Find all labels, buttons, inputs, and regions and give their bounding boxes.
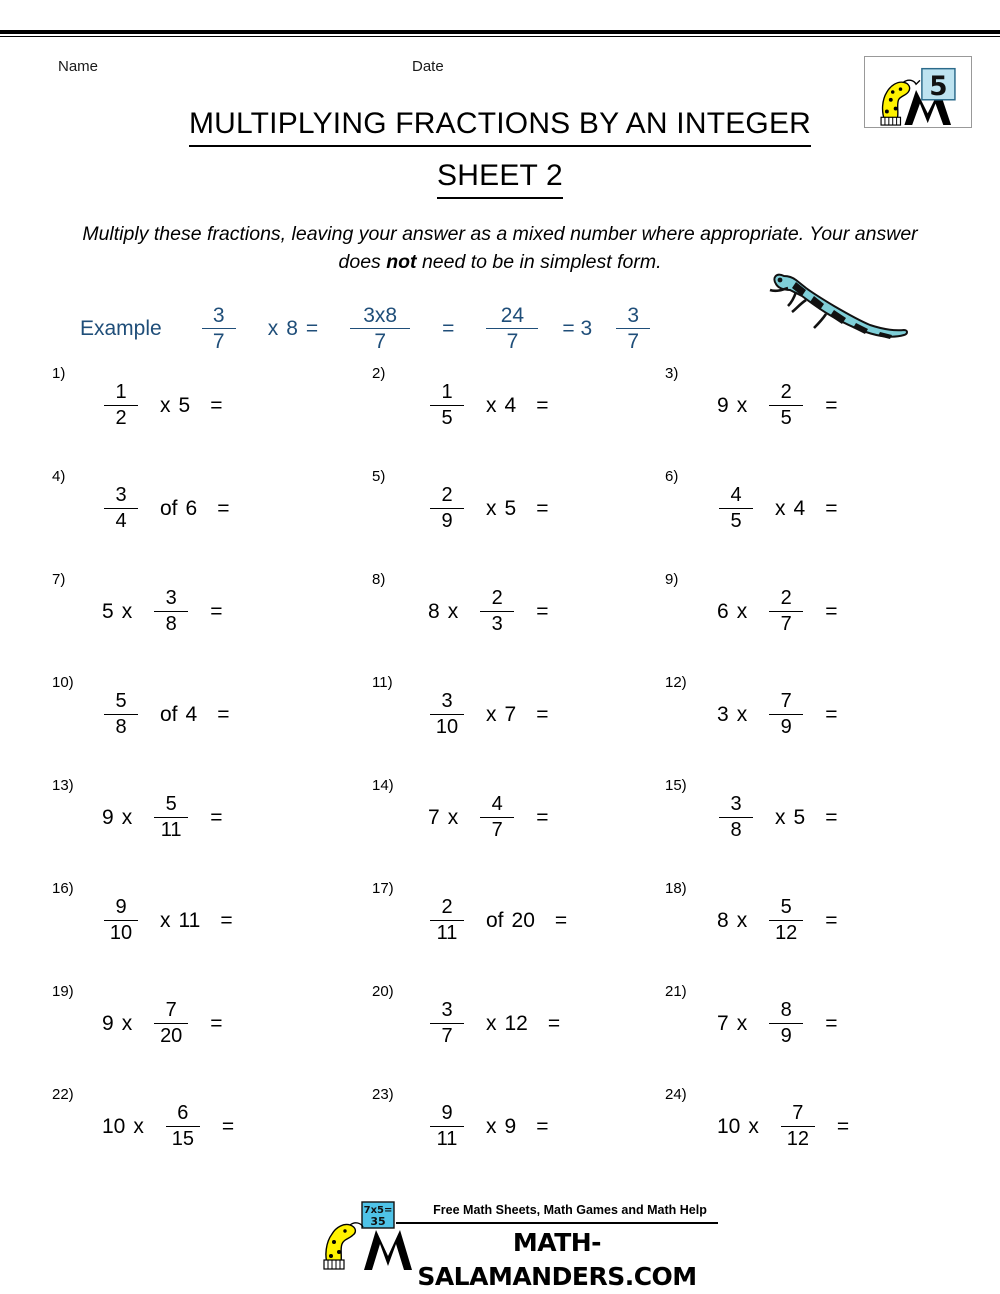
question-operator: x (775, 496, 786, 520)
question-row (0, 774, 1000, 877)
question-integer: 10 (717, 1114, 741, 1138)
question-row (0, 568, 1000, 671)
example-equals-2: = (442, 316, 455, 340)
question-item[interactable] (665, 465, 985, 568)
question-operator: x (133, 1114, 144, 1138)
fraction-numerator: 1 (115, 380, 127, 403)
title-line-1: MULTIPLYING FRACTIONS BY AN INTEGER (189, 104, 811, 147)
fraction-bar (430, 1126, 464, 1127)
question-equals: = (825, 599, 838, 623)
fraction-denominator: 12 (775, 921, 798, 944)
question-operator: x (486, 1114, 497, 1138)
fraction-bar (104, 508, 138, 509)
question-fraction (763, 690, 809, 739)
fraction-bar (430, 714, 464, 715)
question-expression (713, 994, 841, 1052)
question-item[interactable] (372, 568, 672, 671)
example-fraction-3 (480, 304, 544, 353)
question-operator: x (486, 1011, 497, 1035)
question-fraction (474, 587, 520, 636)
fraction-bar (154, 1023, 188, 1024)
example-equals-3-and-whole: = 3 (562, 316, 593, 340)
question-integer: 8 (428, 599, 440, 623)
fraction-numerator: 7 (165, 998, 177, 1021)
question-item[interactable] (52, 465, 357, 568)
question-integer: 6 (717, 599, 729, 623)
question-operator: x (121, 1011, 133, 1035)
fraction-bar (104, 714, 138, 715)
question-operator: x (736, 1011, 748, 1035)
date-label: Date (412, 58, 444, 75)
question-item[interactable] (52, 877, 357, 980)
question-operator: x (160, 908, 171, 932)
question-equals: = (825, 496, 838, 520)
question-item[interactable] (372, 877, 672, 980)
fraction-numerator: 8 (780, 998, 792, 1021)
question-equals: = (825, 805, 838, 829)
fraction-denominator: 8 (730, 818, 742, 841)
example-fraction-3-denominator: 7 (506, 329, 519, 353)
question-expression (98, 1097, 238, 1155)
question-expression (424, 685, 552, 743)
question-number: 7) (52, 571, 66, 588)
fraction-denominator: 11 (160, 818, 182, 841)
footer-board-text-bottom: 35 (370, 1215, 386, 1228)
question-operator: x (736, 599, 748, 623)
question-number: 4) (52, 468, 66, 485)
page-footer (0, 1196, 1000, 1291)
example-fraction-1 (196, 304, 242, 353)
fraction-bar (480, 817, 514, 818)
fraction-numerator: 6 (177, 1101, 189, 1124)
question-integer: 8 (717, 908, 729, 932)
question-expression (98, 788, 226, 846)
question-expression (713, 376, 841, 434)
example-fraction-2-numerator: 3x8 (363, 303, 398, 327)
question-number: 2) (372, 365, 386, 382)
question-number: 21) (665, 983, 687, 1000)
fraction-numerator: 9 (441, 1101, 453, 1124)
fraction-denominator: 10 (435, 715, 459, 738)
example-fraction-4-denominator: 7 (627, 329, 640, 353)
question-equals: = (554, 908, 568, 932)
fraction-bar (154, 611, 188, 612)
question-integer: 10 (102, 1114, 126, 1138)
question-integer: 12 (504, 1011, 528, 1035)
question-integer: 5 (102, 599, 114, 623)
fraction-denominator: 7 (780, 612, 792, 635)
fraction-numerator: 3 (115, 483, 127, 506)
question-operator: of (160, 496, 178, 520)
example-label: Example (80, 316, 162, 340)
question-number: 8) (372, 571, 386, 588)
footer-divider (396, 1222, 718, 1224)
question-item[interactable] (52, 774, 357, 877)
question-integer: 9 (504, 1114, 517, 1138)
instructions-emphasis: not (386, 251, 417, 273)
question-item[interactable] (665, 1083, 985, 1186)
example-integer: 8 (286, 316, 298, 340)
instructions-part-2: need to be in simplest form. (416, 251, 662, 273)
example-equals-1: = (305, 316, 319, 340)
question-integer: 5 (504, 496, 517, 520)
question-expression (713, 1097, 853, 1155)
fraction-bar (769, 714, 803, 715)
fraction-numerator: 2 (780, 586, 792, 609)
fraction-denominator: 5 (780, 406, 792, 429)
question-integer: 9 (717, 393, 729, 417)
question-equals: = (536, 599, 549, 623)
question-fraction (424, 999, 470, 1048)
example-operator: x (267, 316, 279, 340)
question-equals: = (536, 496, 549, 520)
question-row (0, 980, 1000, 1083)
question-number: 16) (52, 880, 74, 897)
question-number: 13) (52, 777, 74, 794)
question-number: 17) (372, 880, 394, 897)
question-integer: 7 (428, 805, 440, 829)
question-expression (713, 788, 841, 846)
question-fraction (98, 381, 144, 430)
question-equals: = (217, 496, 230, 520)
question-operator: of (486, 908, 504, 932)
fraction-bar (719, 817, 753, 818)
question-fraction (424, 484, 470, 533)
fraction-bar (104, 920, 138, 921)
fraction-denominator: 9 (780, 1024, 792, 1047)
question-equals: = (210, 805, 223, 829)
question-operator: x (736, 908, 748, 932)
question-item[interactable] (372, 465, 672, 568)
fraction-bar (781, 1126, 815, 1127)
example-fraction-1-bar (202, 328, 236, 329)
question-fraction (474, 793, 520, 842)
question-integer: 7 (717, 1011, 729, 1035)
question-fraction (98, 484, 144, 533)
fraction-numerator: 2 (441, 483, 453, 506)
fraction-denominator: 5 (730, 509, 742, 532)
fraction-denominator: 8 (115, 715, 127, 738)
example-fraction-3-numerator: 24 (500, 303, 525, 327)
fraction-numerator: 3 (730, 792, 742, 815)
question-expression (98, 994, 226, 1052)
fraction-numerator: 5 (115, 689, 127, 712)
example-row (80, 300, 840, 356)
question-fraction (424, 690, 470, 739)
question-expression (713, 582, 841, 640)
question-item[interactable] (372, 980, 672, 1083)
question-expression (98, 891, 237, 949)
fraction-numerator: 5 (165, 792, 177, 815)
fraction-numerator: 4 (730, 483, 742, 506)
example-fraction-2 (344, 304, 416, 353)
question-equals: = (210, 1011, 223, 1035)
grade-number-text: 5 (929, 71, 948, 102)
fraction-bar (769, 405, 803, 406)
question-item[interactable] (52, 671, 357, 774)
question-item[interactable] (52, 1083, 357, 1186)
questions-grid (0, 362, 1000, 1186)
example-fraction-2-bar (350, 328, 410, 329)
question-equals: = (210, 393, 223, 417)
question-fraction (98, 896, 144, 945)
fraction-denominator: 15 (171, 1127, 194, 1150)
question-integer: 5 (178, 393, 191, 417)
question-number: 24) (665, 1086, 687, 1103)
fraction-numerator: 4 (491, 792, 503, 815)
fraction-numerator: 7 (792, 1101, 804, 1124)
example-fraction-4-numerator: 3 (627, 303, 640, 327)
question-equals: = (536, 702, 549, 726)
question-number: 1) (52, 365, 66, 382)
fraction-denominator: 4 (115, 509, 127, 532)
question-expression (424, 788, 552, 846)
fraction-denominator: 11 (436, 921, 458, 944)
question-row (0, 671, 1000, 774)
fraction-bar (769, 1023, 803, 1024)
question-expression (98, 685, 233, 743)
fraction-numerator: 5 (780, 895, 792, 918)
question-fraction (713, 484, 759, 533)
question-number: 18) (665, 880, 687, 897)
question-equals: = (836, 1114, 850, 1138)
question-equals: = (825, 908, 838, 932)
question-equals: = (825, 1011, 838, 1035)
question-operator: x (775, 805, 786, 829)
question-expression (424, 1097, 552, 1155)
question-number: 12) (665, 674, 687, 691)
question-item[interactable] (372, 1083, 672, 1186)
question-row (0, 1083, 1000, 1186)
question-expression (424, 582, 552, 640)
question-integer: 3 (717, 702, 729, 726)
question-number: 14) (372, 777, 394, 794)
question-fraction (763, 896, 809, 945)
fraction-numerator: 1 (441, 380, 453, 403)
fraction-bar (769, 611, 803, 612)
question-equals: = (536, 1114, 549, 1138)
question-equals: = (220, 908, 233, 932)
question-operator: x (121, 599, 133, 623)
question-fraction (424, 381, 470, 430)
fraction-denominator: 7 (491, 818, 503, 841)
question-item[interactable] (665, 774, 985, 877)
question-operator: x (121, 805, 133, 829)
question-operator: x (486, 496, 497, 520)
question-integer: 7 (504, 702, 517, 726)
question-fraction (763, 999, 809, 1048)
fraction-bar (166, 1126, 200, 1127)
question-item[interactable] (665, 877, 985, 980)
question-item[interactable] (372, 671, 672, 774)
example-fraction-2-denominator: 7 (374, 329, 386, 353)
question-operator: x (447, 599, 459, 623)
question-item[interactable] (665, 671, 985, 774)
fraction-numerator: 9 (115, 895, 127, 918)
question-equals: = (217, 702, 230, 726)
question-fraction (713, 793, 759, 842)
question-equals: = (536, 393, 549, 417)
fraction-bar (480, 611, 514, 612)
question-number: 10) (52, 674, 74, 691)
question-integer: 6 (185, 496, 198, 520)
question-equals: = (825, 702, 838, 726)
question-row (0, 877, 1000, 980)
fraction-numerator: 3 (165, 586, 177, 609)
question-operator: of (160, 702, 178, 726)
question-number: 11) (372, 674, 393, 691)
fraction-numerator: 2 (441, 895, 453, 918)
question-integer: 5 (793, 805, 806, 829)
footer-brand-name: MATH-SALAMANDERS.COM (417, 1228, 697, 1291)
question-item[interactable] (665, 568, 985, 671)
fraction-bar (430, 920, 464, 921)
question-number: 20) (372, 983, 394, 1000)
question-integer: 4 (504, 393, 517, 417)
fraction-bar (430, 1023, 464, 1024)
name-date-header (0, 58, 1000, 80)
question-integer: 9 (102, 805, 114, 829)
question-expression (98, 376, 226, 434)
fraction-numerator: 3 (441, 689, 453, 712)
question-equals: = (825, 393, 838, 417)
question-item[interactable] (52, 980, 357, 1083)
question-integer: 9 (102, 1011, 114, 1035)
example-fraction-4 (610, 304, 656, 353)
question-number: 19) (52, 983, 74, 1000)
fraction-denominator: 9 (780, 715, 792, 738)
question-fraction (424, 896, 470, 945)
question-item[interactable] (665, 980, 985, 1083)
question-fraction (148, 999, 194, 1048)
fraction-numerator: 3 (441, 998, 453, 1021)
question-fraction (424, 1102, 470, 1151)
question-fraction (775, 1102, 821, 1151)
question-fraction (98, 690, 144, 739)
example-fraction-1-denominator: 7 (212, 329, 225, 353)
fraction-bar (430, 508, 464, 509)
question-expression (98, 582, 226, 640)
question-fraction (148, 793, 194, 842)
question-expression (424, 376, 552, 434)
instructions-part-1: Multiply these fractions, leaving your answer as a mixed number where appropriate. Your answer does (82, 223, 918, 273)
question-operator: x (160, 393, 171, 417)
title-line-2: SHEET 2 (437, 156, 563, 199)
fraction-denominator: 20 (160, 1024, 183, 1047)
fraction-numerator: 2 (780, 380, 792, 403)
question-operator: x (736, 393, 748, 417)
question-row (0, 465, 1000, 568)
question-operator: x (486, 393, 497, 417)
question-row (0, 362, 1000, 465)
footer-tagline: Free Math Sheets, Math Games and Math Help (433, 1203, 707, 1217)
question-number: 15) (665, 777, 687, 794)
question-integer: 4 (185, 702, 198, 726)
fraction-denominator: 8 (165, 612, 177, 635)
fraction-denominator: 9 (441, 509, 453, 532)
fraction-denominator: 5 (441, 406, 453, 429)
question-integer: 11 (178, 908, 201, 932)
question-item[interactable] (52, 568, 357, 671)
question-operator: x (736, 702, 748, 726)
question-fraction (763, 381, 809, 430)
fraction-bar (154, 817, 188, 818)
example-fraction-1-numerator: 3 (212, 303, 225, 327)
example-fraction-4-bar (616, 328, 650, 329)
question-operator: x (748, 1114, 759, 1138)
question-item[interactable] (372, 774, 672, 877)
question-operator: x (486, 702, 497, 726)
footer-board-text-top: 7x5= (363, 1205, 393, 1216)
question-number: 3) (665, 365, 679, 382)
question-number: 22) (52, 1086, 74, 1103)
fraction-denominator: 10 (109, 921, 133, 944)
question-number: 9) (665, 571, 679, 588)
fraction-numerator: 2 (491, 586, 503, 609)
question-expression (424, 994, 564, 1052)
question-item[interactable] (372, 362, 672, 465)
question-operator: x (447, 805, 459, 829)
fraction-numerator: 7 (780, 689, 792, 712)
question-fraction (148, 587, 194, 636)
fraction-bar (769, 920, 803, 921)
fraction-denominator: 11 (436, 1127, 458, 1150)
question-expression (713, 891, 841, 949)
question-integer: 20 (511, 908, 535, 932)
name-label: Name (58, 58, 99, 75)
question-equals: = (210, 599, 223, 623)
question-number: 23) (372, 1086, 394, 1103)
question-item[interactable] (52, 362, 357, 465)
question-equals: = (536, 805, 549, 829)
fraction-denominator: 3 (491, 612, 503, 635)
page-top-rule (0, 30, 1000, 37)
question-expression (424, 479, 552, 537)
question-integer: 4 (793, 496, 806, 520)
question-expression (713, 685, 841, 743)
page-title (0, 104, 1000, 199)
fraction-denominator: 7 (441, 1024, 453, 1047)
example-fraction-3-bar (486, 328, 538, 329)
question-fraction (763, 587, 809, 636)
question-fraction (160, 1102, 206, 1151)
question-equals: = (547, 1011, 561, 1035)
fraction-denominator: 12 (786, 1127, 809, 1150)
fraction-denominator: 2 (115, 406, 127, 429)
question-expression (424, 891, 571, 949)
fraction-bar (719, 508, 753, 509)
question-expression (98, 479, 233, 537)
fraction-bar (104, 405, 138, 406)
fraction-bar (430, 405, 464, 406)
question-expression (713, 479, 841, 537)
question-equals: = (221, 1114, 235, 1138)
question-item[interactable] (665, 362, 985, 465)
question-number: 5) (372, 468, 386, 485)
question-number: 6) (665, 468, 679, 485)
